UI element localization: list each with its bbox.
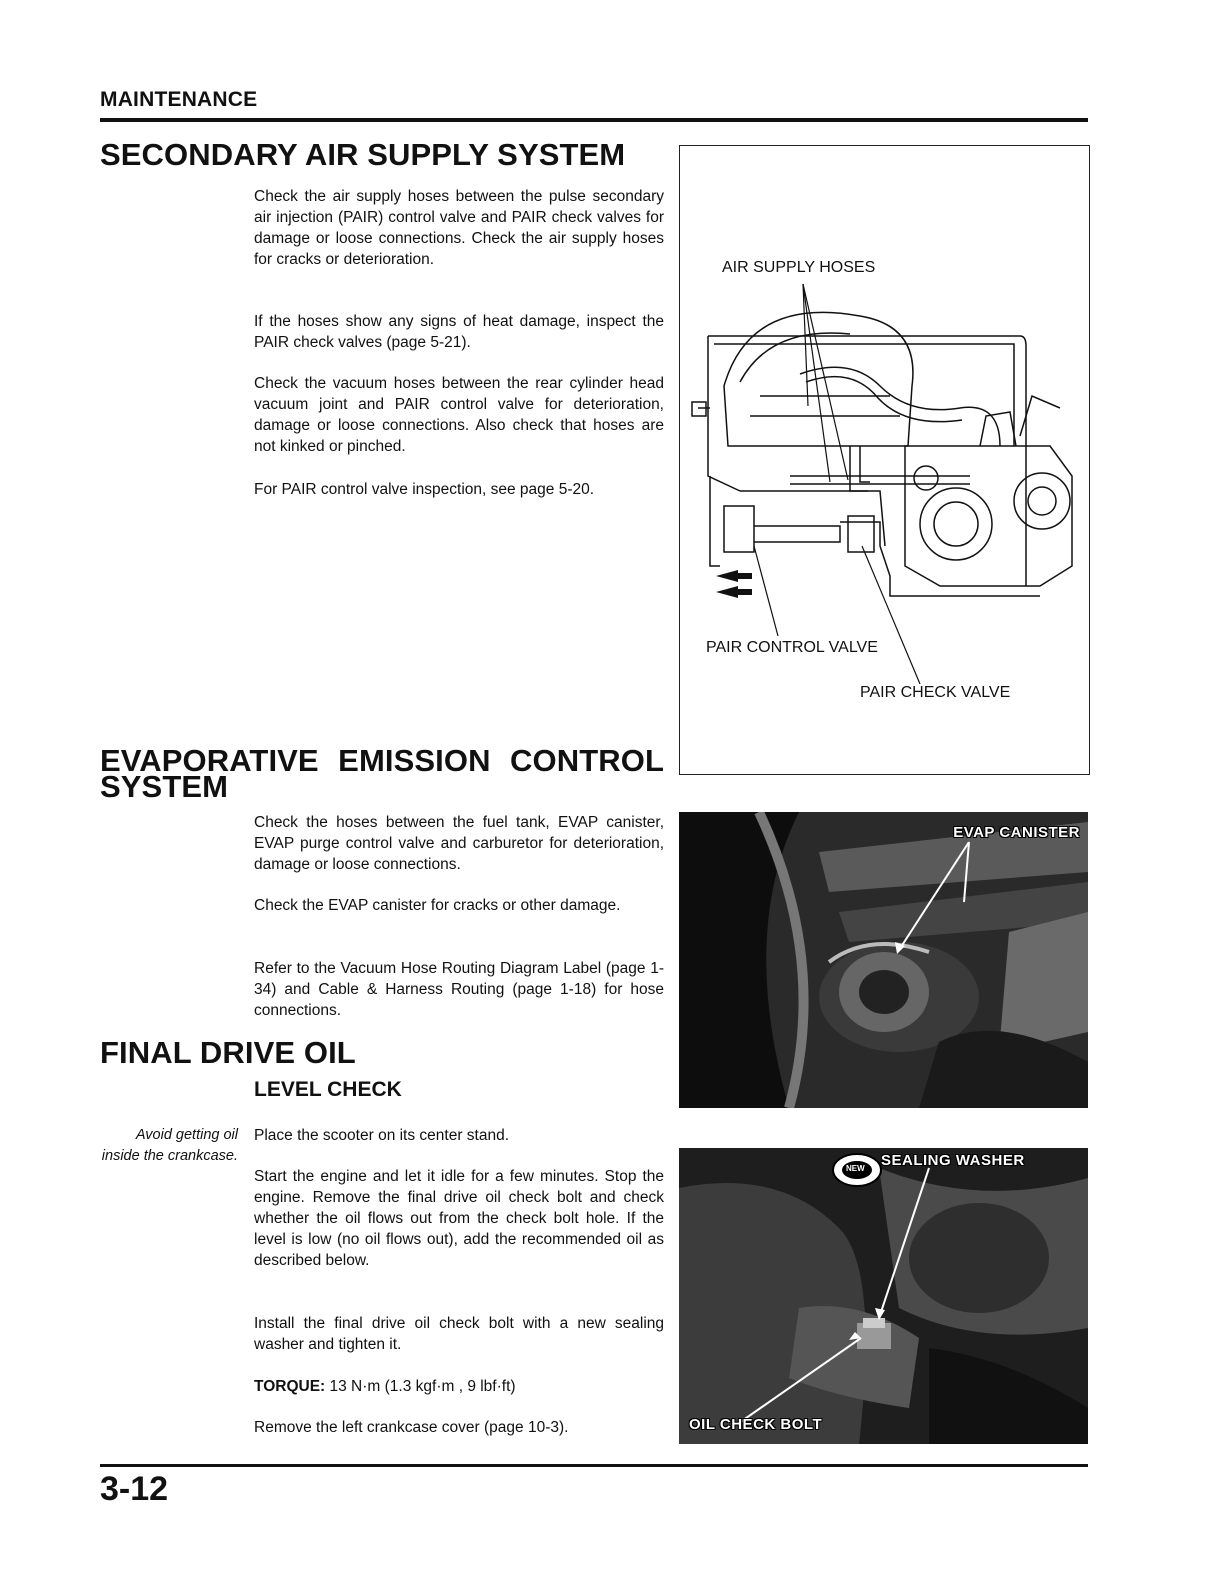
evap-paragraph-3: Refer to the Vacuum Hose Routing Diagram Label (page 1-34) and Cable & Harness Routing (page 1-18) for hose connections. xyxy=(254,960,664,1019)
evap-canister-photo xyxy=(679,812,1088,1108)
torque-spec xyxy=(254,1376,664,1397)
secondary-air-paragraph-2: If the hoses show any signs of heat damage, inspect the PAIR check valves (page 5-21). xyxy=(254,313,664,351)
pair-system-figure xyxy=(679,145,1090,775)
evap-paragraph-2: Check the EVAP canister for cracks or other damage. xyxy=(254,897,621,914)
final-drive-step-4: Remove the left crankcase cover (page 10-3). xyxy=(254,1419,569,1436)
final-drive-title: FINAL DRIVE OIL xyxy=(100,1035,356,1070)
label-pair-control-valve: PAIR CONTROL VALVE xyxy=(706,639,878,656)
label-pair-check-valve: PAIR CHECK VALVE xyxy=(860,684,1011,701)
final-drive-step-3: Install the final drive oil check bolt with a new sealing washer and tighten it. xyxy=(254,1315,664,1353)
header-rule xyxy=(100,118,1088,122)
oil-check-bolt-image xyxy=(679,1148,1088,1444)
page-number: 3-12 xyxy=(100,1470,169,1508)
footer-rule xyxy=(100,1464,1088,1467)
torque-label: TORQUE: xyxy=(254,1378,326,1395)
final-drive-step-1: Place the scooter on its center stand. xyxy=(254,1127,510,1144)
label-sealing-washer: SEALING WASHER xyxy=(881,1152,1025,1169)
final-drive-step-2: Start the engine and let it idle for a few minutes. Stop the engine. Remove the final drive oil check bolt and check whether the oil flows out from the check bolt hole. If the level is low (no oil flows out), add the recommended oil as described below. xyxy=(254,1168,664,1269)
secondary-air-paragraph-4: For PAIR control valve inspection, see page 5-20. xyxy=(254,481,595,498)
evap-title-line-2: SYSTEM xyxy=(100,769,229,804)
secondary-air-paragraph-3: Check the vacuum hoses between the rear cylinder head vacuum joint and PAIR control valve for deterioration, damage or loose connections. Also check that hoses are not kinked or pinched. xyxy=(254,375,664,455)
evap-paragraph-1: Check the hoses between the fuel tank, EVAP canister, EVAP purge control valve and carburetor for deterioration, damage or loose connections. xyxy=(254,814,664,873)
secondary-air-paragraph-1: Check the air supply hoses between the pulse secondary air injection (PAIR) control valve and PAIR check valves for damage or loose connections. Check the air supply hoses for cracks or deterioration. xyxy=(254,188,664,268)
label-evap-canister: EVAP CANISTER xyxy=(953,824,1080,841)
label-oil-check-bolt: OIL CHECK BOLT xyxy=(689,1416,823,1433)
secondary-air-title: SECONDARY AIR SUPPLY SYSTEM xyxy=(100,137,626,172)
engine-diagram xyxy=(680,146,1089,774)
evap-title-line-1: EVAPORATIVE EMISSION CONTROL xyxy=(100,743,664,778)
side-note-avoid-oil: Avoid getting oil inside the crankcase. xyxy=(101,1127,238,1164)
level-check-subtitle: LEVEL CHECK xyxy=(254,1078,402,1101)
label-air-supply-hoses: AIR SUPPLY HOSES xyxy=(722,259,876,276)
torque-value: 13 N·m (1.3 kgf·m , 9 lbf·ft) xyxy=(325,1378,516,1395)
evap-canister-image xyxy=(679,812,1088,1108)
section-header: MAINTENANCE xyxy=(100,88,258,111)
new-badge-text: NEW xyxy=(846,1164,865,1173)
oil-check-bolt-photo xyxy=(679,1148,1088,1444)
